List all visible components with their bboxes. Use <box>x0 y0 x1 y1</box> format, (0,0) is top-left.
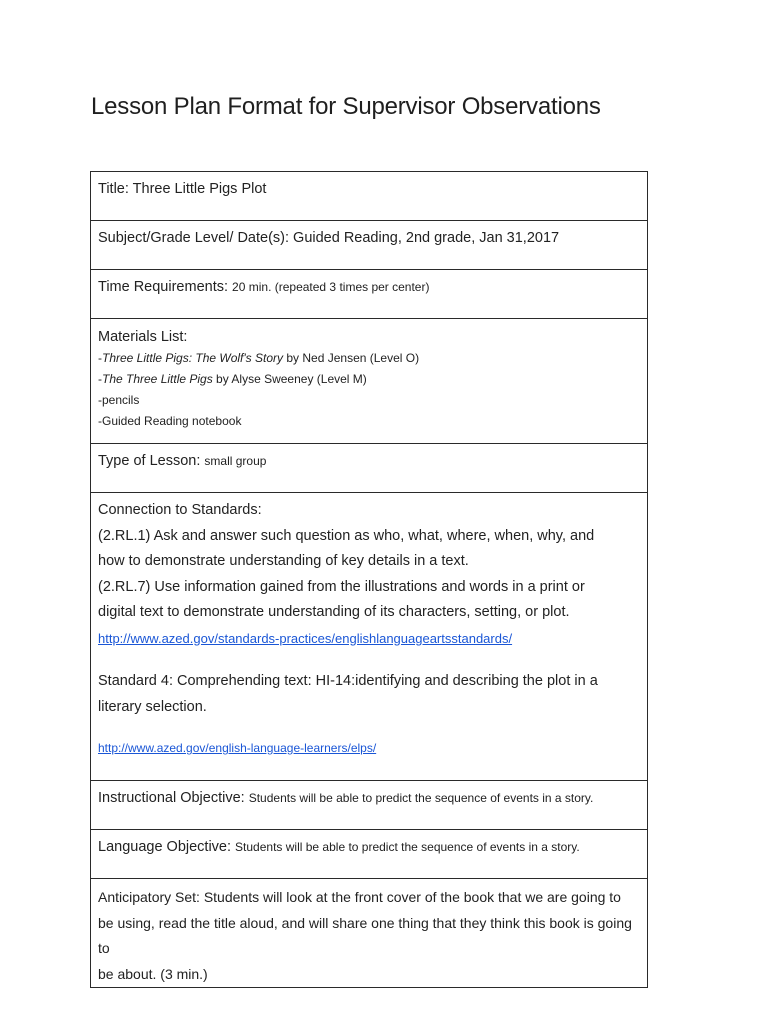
subject-text: Subject/Grade Level/ Date(s): Guided Reading, 2nd grade, Jan 31,2017 <box>98 230 560 246</box>
title-cell <box>91 172 648 221</box>
materials-item: -pencils <box>98 393 140 407</box>
anticipatory-line: Anticipatory Set: Students will look at the front cover of the book that we are going to <box>98 889 621 905</box>
elps-link[interactable]: http://www.azed.gov/english-language-learners/elps/ <box>98 741 377 755</box>
standards-link[interactable]: http://www.azed.gov/standards-practices/englishlanguageartsstandards/ <box>98 630 513 646</box>
row-time <box>91 270 648 319</box>
row-subject <box>91 221 648 270</box>
materials-item <box>98 348 640 369</box>
language-cell <box>91 830 648 879</box>
standards-text-line: (2.RL.7) Use information gained from the illustrations and words in a print or <box>98 578 585 595</box>
lesson-type-label: Type of Lesson: <box>98 453 201 469</box>
item-prefix: - <box>98 372 102 386</box>
standards-text-line: how to demonstrate understanding of key details in a text. <box>98 553 469 569</box>
standard4-line: Standard 4: Comprehending text: HI-14:identifying and describing the plot in a <box>98 673 598 689</box>
lesson-type-cell <box>91 444 648 493</box>
standards-cell <box>91 493 648 781</box>
title-text: Title: Three Little Pigs Plot <box>98 181 267 197</box>
instructional-cell <box>91 781 648 830</box>
row-materials <box>91 319 648 444</box>
language-label: Language Objective: <box>98 839 232 855</box>
time-label: Time Requirements: <box>98 279 229 295</box>
item-rest: by Alyse Sweeney (Level M) <box>212 372 367 386</box>
time-value: 20 min. (repeated 3 times per center) <box>232 280 430 294</box>
item-prefix: - <box>98 351 102 365</box>
book-title: Three Little Pigs: The Wolf's Story <box>102 351 284 365</box>
materials-item: -Guided Reading notebook <box>98 414 242 428</box>
page-title: Lesson Plan Format for Supervisor Observations <box>91 93 601 120</box>
time-cell <box>91 270 648 319</box>
lesson-type-value: small group <box>204 454 267 468</box>
item-rest: by Ned Jensen (Level O) <box>283 351 420 365</box>
instructional-value: Students will be able to predict the sequence of events in a story. <box>248 791 594 805</box>
lesson-plan-table <box>90 171 648 988</box>
standard4-line: literary selection. <box>98 698 207 715</box>
subject-cell <box>91 221 648 270</box>
anticipatory-line: be about. (3 min.) <box>98 965 208 982</box>
instructional-label: Instructional Objective: <box>98 790 245 806</box>
materials-label: Materials List: <box>98 329 188 345</box>
standards-label: Connection to Standards: <box>98 502 262 518</box>
row-title <box>91 172 648 221</box>
standards-text-line: digital text to demonstrate understanding of its characters, setting, or plot. <box>98 604 570 620</box>
materials-cell <box>91 319 648 444</box>
row-instructional-objective <box>91 781 648 830</box>
row-anticipatory-set <box>91 879 648 988</box>
anticipatory-cell <box>91 879 648 988</box>
language-value: Students will be able to predict the sequence of events in a story. <box>235 840 580 854</box>
materials-item <box>98 369 640 390</box>
anticipatory-line: be using, read the title aloud, and will share one thing that they think this book is going to <box>98 914 632 956</box>
row-language-objective <box>91 830 648 879</box>
row-standards <box>91 493 648 781</box>
standards-text-line: (2.RL.1) Ask and answer such question as who, what, where, when, why, and <box>98 527 595 544</box>
book-title: The Three Little Pigs <box>102 372 213 386</box>
row-lesson-type <box>91 444 648 493</box>
